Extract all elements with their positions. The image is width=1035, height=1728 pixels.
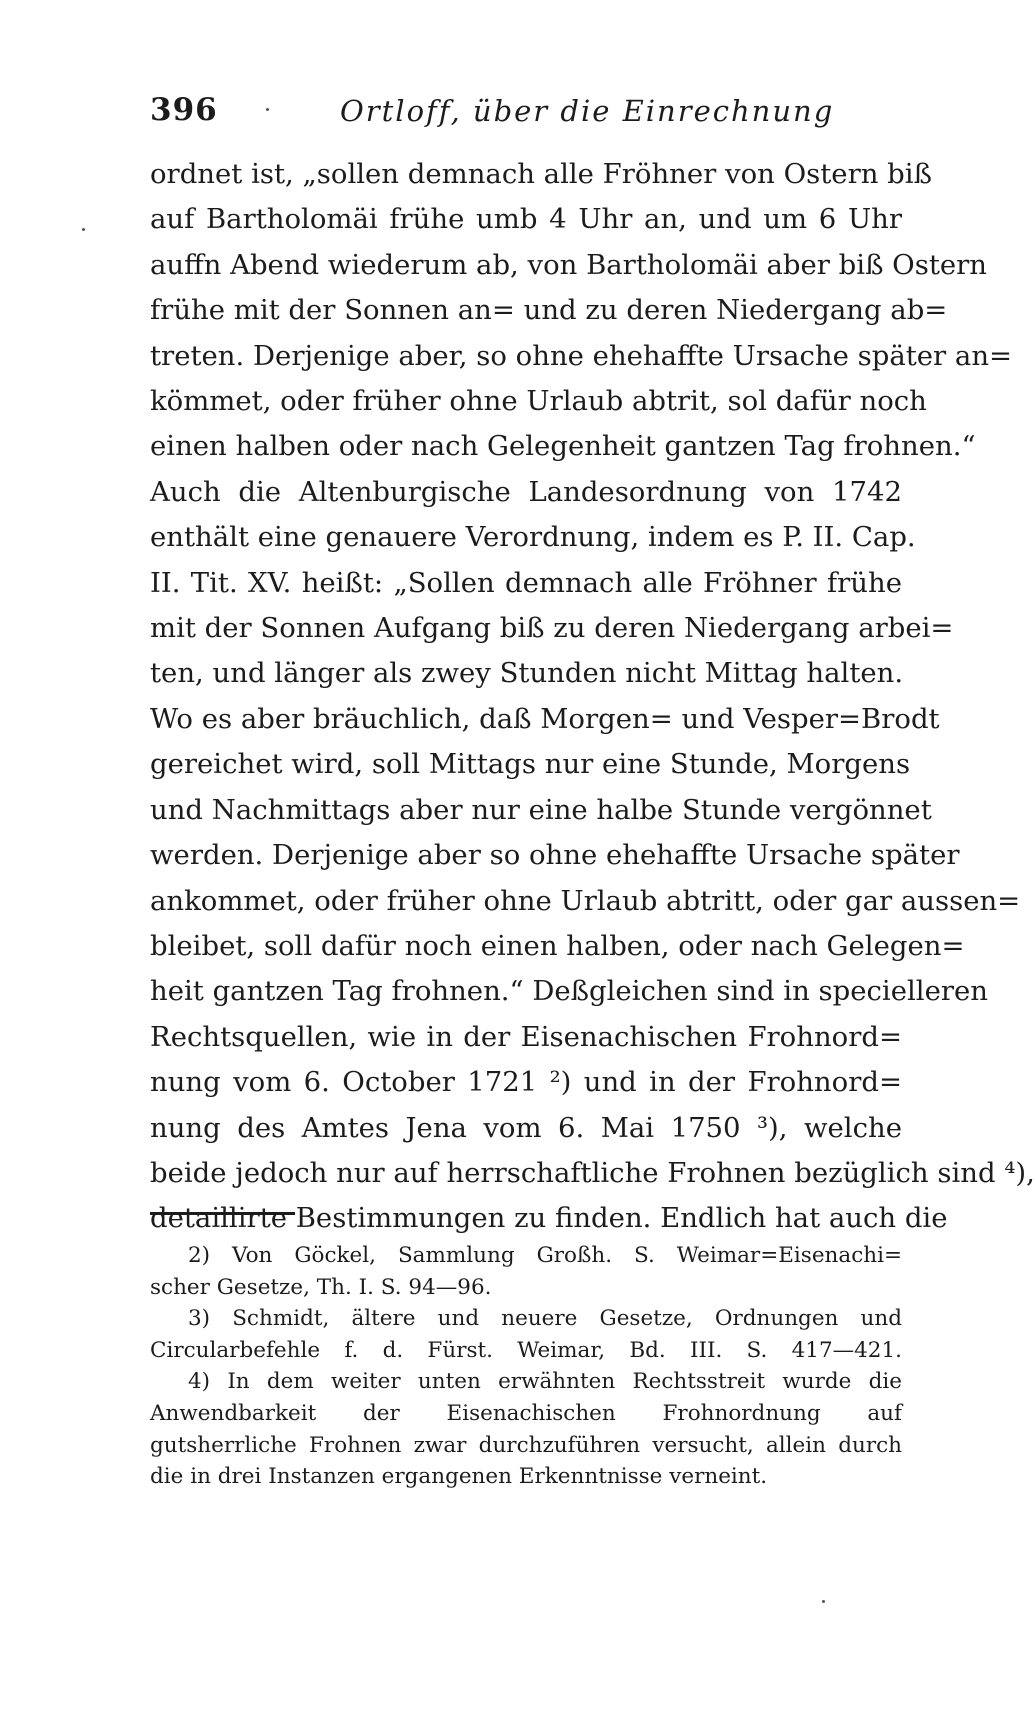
page-header [150,92,890,142]
text-line: kömmet, oder früher ohne Urlaub abtrit, sol dafür noch [150,385,927,418]
text-line: und Nachmittags aber nur eine halbe Stunde vergönnet [150,793,932,826]
footnote-line: Circularbefehle f. d. Fürst. Weimar, Bd. III. S. 417—421. [150,1337,902,1363]
text-line: auf Bartholomäi frühe umb 4 Uhr an, und um 6 Uhr [150,203,902,236]
main-text [150,152,1035,1242]
text-line: Wo es aber bräuchlich, daß Morgen= und Vesper=Brodt [150,702,940,735]
text-line: nung vom 6. October 1721 ²) und in der Frohnord= [150,1066,902,1099]
text-line: heit gantzen Tag frohnen.“ Deßgleichen sind in specielleren [150,975,988,1008]
footnote-3 [150,1303,902,1366]
paper-speck [266,108,269,111]
footnote-line: gutsherrliche Frohnen zwar durchzuführen versucht, allein durch [150,1432,902,1458]
text-line: gereichet wird, soll Mittags nur eine Stunde, Morgens [150,748,911,781]
text-line: ten, und länger als zwey Stunden nicht Mittag halten. [150,657,904,690]
text-line: ordnet ist, „sollen demnach alle Fröhner von Ostern biß [150,158,932,190]
text-line: auffn Abend wiederum ab, von Bartholomäi aber biß Ostern [150,248,988,281]
footnote-4 [150,1366,902,1492]
text-line: bleibet, soll dafür noch einen halben, oder nach Gelegen= [150,929,965,962]
footnote-line: 3) Schmidt, ältere und neuere Gesetze, Ordnungen und [188,1306,902,1332]
text-line: nung des Amtes Jena vom 6. Mai 1750 ³), welche [150,1111,902,1144]
text-line: Rechtsquellen, wie in der Eisenachischen Frohnord= [150,1020,902,1053]
footnote-line: Anwendbarkeit der Eisenachischen Frohnordnung auf [150,1400,902,1426]
page-number: 396 [150,92,218,128]
running-head: Ortloff, über die Einrechnung [340,94,835,128]
text-line: beide jedoch nur auf herrschaftliche Frohnen bezüglich sind ⁴), [150,1156,1035,1189]
paper-speck [82,228,85,231]
footnote-line: 4) In dem weiter unten erwähnten Rechtsstreit wurde die [188,1369,902,1395]
text-line: ankommet, oder früher ohne Urlaub abtritt, oder gar aussen= [150,884,1021,917]
footnotes [150,1240,902,1493]
text-line: enthält eine genauere Verordnung, indem es P. II. Cap. [150,521,916,554]
text-line: treten. Derjenige aber, so ohne ehehaffte Ursache später an= [150,339,1013,372]
footnote-line: die in drei Instanzen ergangenen Erkenntnisse verneint. [150,1464,768,1490]
text-line: Auch die Altenburgische Landesordnung von 1742 [150,475,902,508]
text-line: detaillirte Bestimmungen zu finden. Endlich hat auch die [150,1202,948,1235]
footnote-2 [150,1240,902,1303]
paper-speck [822,1600,825,1603]
text-line: einen halben oder nach Gelegenheit gantzen Tag frohnen.“ [150,430,976,463]
text-line: mit der Sonnen Aufgang biß zu deren Niedergang arbei= [150,612,954,645]
footnote-line: 2) Von Göckel, Sammlung Großh. S. Weimar=Eisenachi= [188,1243,902,1268]
text-line: II. Tit. XV. heißt: „Sollen demnach alle Fröhner frühe [150,566,902,599]
footnote-separator [150,1212,295,1215]
text-line: frühe mit der Sonnen an= und zu deren Niedergang ab= [150,294,948,327]
text-line: werden. Derjenige aber so ohne ehehaffte Ursache später [150,839,960,872]
footnote-line: scher Gesetze, Th. I. S. 94—96. [150,1274,492,1300]
